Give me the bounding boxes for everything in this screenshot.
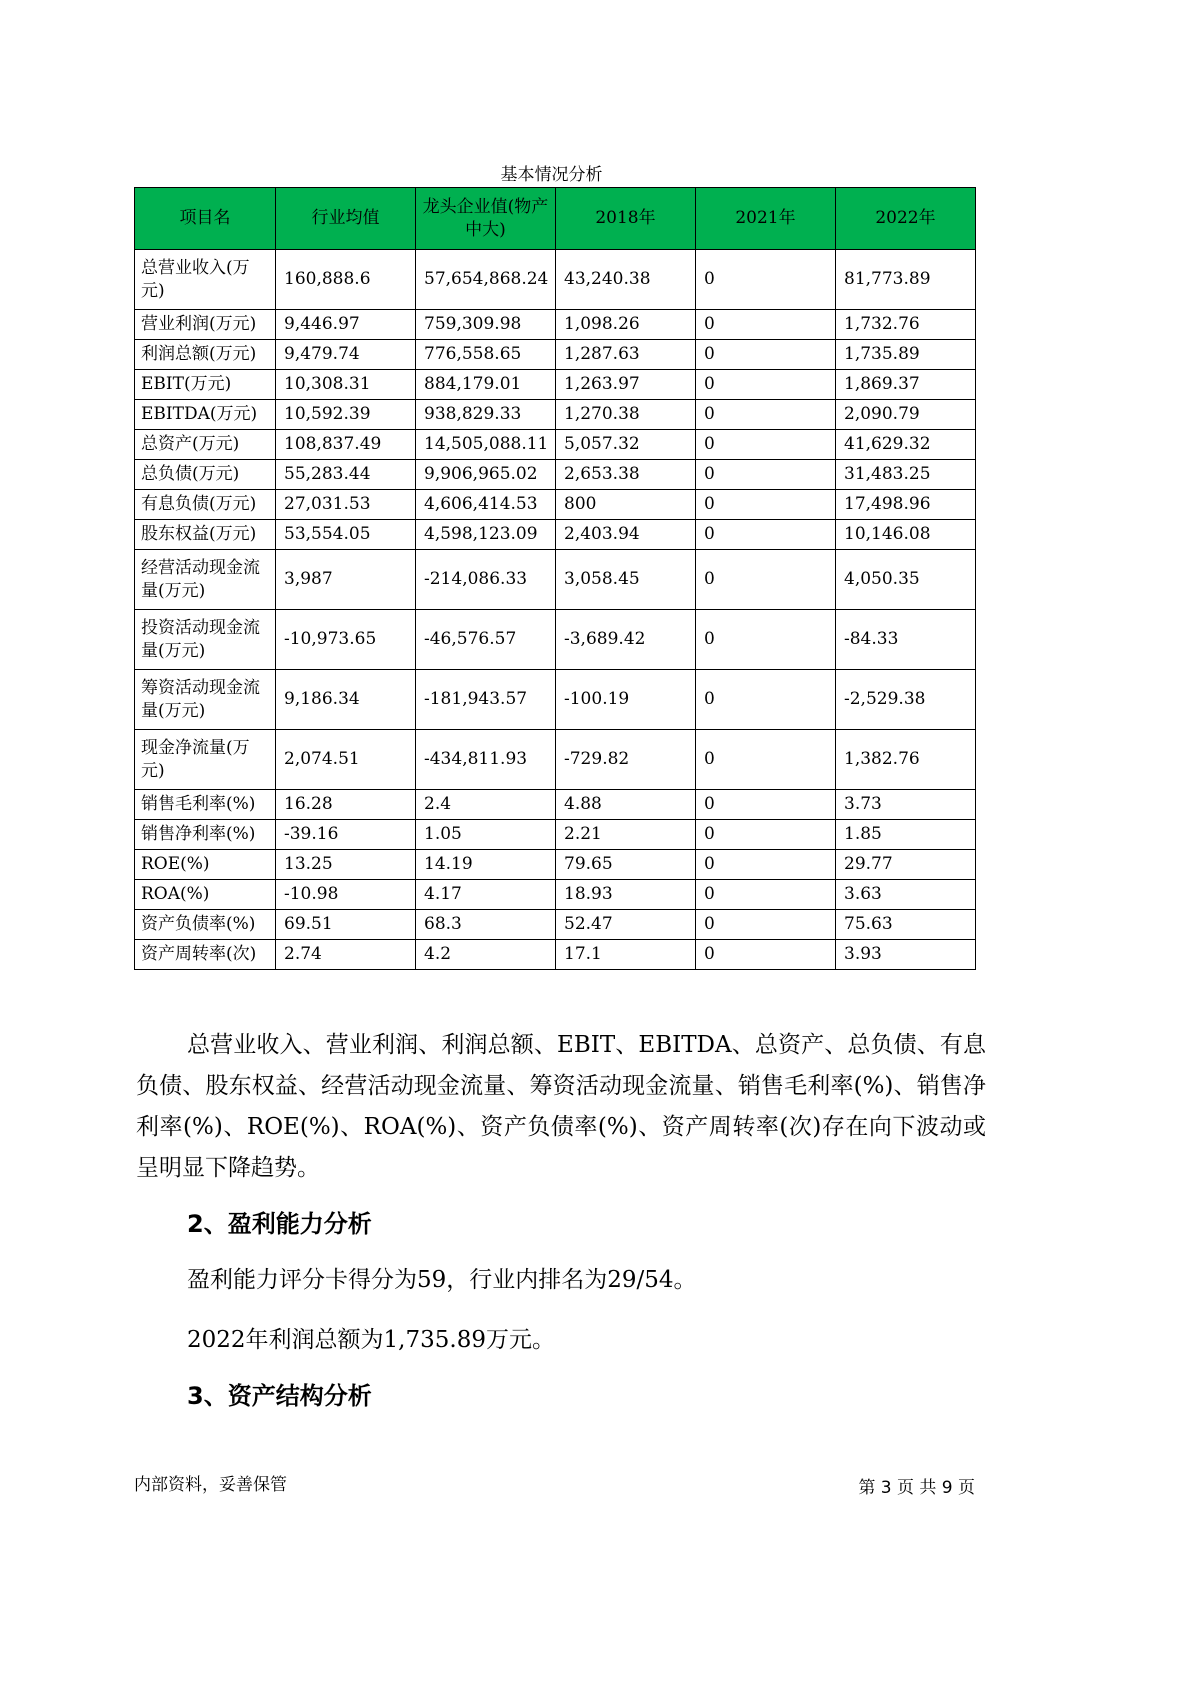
table-row bbox=[135, 820, 976, 850]
row-label-cell: ROA(%) bbox=[135, 880, 276, 910]
value-cell: 0 bbox=[696, 730, 836, 790]
table-caption: 基本情况分析 bbox=[500, 165, 603, 185]
value-cell: 4,050.35 bbox=[836, 550, 976, 610]
table-row bbox=[135, 310, 976, 340]
value-cell: 800 bbox=[556, 490, 696, 520]
header-cell: 行业均值 bbox=[276, 188, 416, 250]
value-cell: 2,653.38 bbox=[556, 460, 696, 490]
header-cell: 2021年 bbox=[696, 188, 836, 250]
value-cell: 68.3 bbox=[416, 910, 556, 940]
value-cell: 52.47 bbox=[556, 910, 696, 940]
value-cell: 18.93 bbox=[556, 880, 696, 910]
row-label-cell: 投资活动现金流量(万元) bbox=[135, 610, 276, 670]
value-cell: 31,483.25 bbox=[836, 460, 976, 490]
table-row bbox=[135, 880, 976, 910]
value-cell: 0 bbox=[696, 460, 836, 490]
section-heading-asset-structure: 3、资产结构分析 bbox=[187, 1382, 372, 1410]
value-cell: 0 bbox=[696, 820, 836, 850]
value-cell: 2.4 bbox=[416, 790, 556, 820]
row-label-cell: 股东权益(万元) bbox=[135, 520, 276, 550]
value-cell: 938,829.33 bbox=[416, 400, 556, 430]
value-cell: -39.16 bbox=[276, 820, 416, 850]
section-heading-profitability: 2、盈利能力分析 bbox=[187, 1210, 372, 1238]
value-cell: 10,308.31 bbox=[276, 370, 416, 400]
value-cell: 43,240.38 bbox=[556, 250, 696, 310]
row-label-cell: EBITDA(万元) bbox=[135, 400, 276, 430]
table-row bbox=[135, 610, 976, 670]
table-row bbox=[135, 910, 976, 940]
value-cell: 55,283.44 bbox=[276, 460, 416, 490]
value-cell: 9,906,965.02 bbox=[416, 460, 556, 490]
value-cell: -46,576.57 bbox=[416, 610, 556, 670]
value-cell: 3.73 bbox=[836, 790, 976, 820]
value-cell: 4.88 bbox=[556, 790, 696, 820]
value-cell: 14.19 bbox=[416, 850, 556, 880]
row-label-cell: 总资产(万元) bbox=[135, 430, 276, 460]
value-cell: 776,558.65 bbox=[416, 340, 556, 370]
value-cell: 3,058.45 bbox=[556, 550, 696, 610]
row-label-cell: 筹资活动现金流量(万元) bbox=[135, 670, 276, 730]
table-row bbox=[135, 670, 976, 730]
table-row bbox=[135, 850, 976, 880]
value-cell: 1.85 bbox=[836, 820, 976, 850]
value-cell: 1,732.76 bbox=[836, 310, 976, 340]
value-cell: 0 bbox=[696, 850, 836, 880]
value-cell: 1,287.63 bbox=[556, 340, 696, 370]
table-row bbox=[135, 940, 976, 970]
row-label-cell: 营业利润(万元) bbox=[135, 310, 276, 340]
value-cell: 4,598,123.09 bbox=[416, 520, 556, 550]
value-cell: 14,505,088.11 bbox=[416, 430, 556, 460]
value-cell: 1.05 bbox=[416, 820, 556, 850]
value-cell: 75.63 bbox=[836, 910, 976, 940]
footer-page-number: 第 3 页 共 9 页 bbox=[858, 1478, 975, 1498]
row-label-cell: EBIT(万元) bbox=[135, 370, 276, 400]
value-cell: 2.21 bbox=[556, 820, 696, 850]
value-cell: 0 bbox=[696, 940, 836, 970]
table-row bbox=[135, 520, 976, 550]
header-cell: 2022年 bbox=[836, 188, 976, 250]
value-cell: 1,382.76 bbox=[836, 730, 976, 790]
value-cell: 3.93 bbox=[836, 940, 976, 970]
value-cell: 1,263.97 bbox=[556, 370, 696, 400]
value-cell: 10,592.39 bbox=[276, 400, 416, 430]
value-cell: 1,270.38 bbox=[556, 400, 696, 430]
value-cell: 13.25 bbox=[276, 850, 416, 880]
row-label-cell: ROE(%) bbox=[135, 850, 276, 880]
value-cell: 3,987 bbox=[276, 550, 416, 610]
row-label-cell: 现金净流量(万元) bbox=[135, 730, 276, 790]
value-cell: 0 bbox=[696, 340, 836, 370]
financial-table bbox=[134, 187, 976, 970]
value-cell: 0 bbox=[696, 370, 836, 400]
value-cell: 0 bbox=[696, 250, 836, 310]
row-label-cell: 有息负债(万元) bbox=[135, 490, 276, 520]
value-cell: 0 bbox=[696, 670, 836, 730]
value-cell: 79.65 bbox=[556, 850, 696, 880]
header-cell: 项目名 bbox=[135, 188, 276, 250]
value-cell: 160,888.6 bbox=[276, 250, 416, 310]
row-label-cell: 总营业收入(万元) bbox=[135, 250, 276, 310]
value-cell: -10.98 bbox=[276, 880, 416, 910]
value-cell: 41,629.32 bbox=[836, 430, 976, 460]
table-row bbox=[135, 730, 976, 790]
value-cell: 0 bbox=[696, 550, 836, 610]
value-cell: 1,098.26 bbox=[556, 310, 696, 340]
profitability-score-text: 盈利能力评分卡得分为59，行业内排名为29/54。 bbox=[187, 1267, 697, 1293]
value-cell: 4.17 bbox=[416, 880, 556, 910]
value-cell: -434,811.93 bbox=[416, 730, 556, 790]
value-cell: 17,498.96 bbox=[836, 490, 976, 520]
value-cell: 9,479.74 bbox=[276, 340, 416, 370]
value-cell: 759,309.98 bbox=[416, 310, 556, 340]
footer-confidential: 内部资料，妥善保管 bbox=[134, 1475, 287, 1495]
table-row bbox=[135, 400, 976, 430]
value-cell: 1,869.37 bbox=[836, 370, 976, 400]
value-cell: 27,031.53 bbox=[276, 490, 416, 520]
value-cell: 4.2 bbox=[416, 940, 556, 970]
value-cell: 2,074.51 bbox=[276, 730, 416, 790]
value-cell: -729.82 bbox=[556, 730, 696, 790]
value-cell: 17.1 bbox=[556, 940, 696, 970]
value-cell: 57,654,868.24 bbox=[416, 250, 556, 310]
value-cell: 53,554.05 bbox=[276, 520, 416, 550]
value-cell: -181,943.57 bbox=[416, 670, 556, 730]
value-cell: 3.63 bbox=[836, 880, 976, 910]
table-row bbox=[135, 370, 976, 400]
table-row bbox=[135, 460, 976, 490]
value-cell: 0 bbox=[696, 430, 836, 460]
row-label-cell: 销售净利率(%) bbox=[135, 820, 276, 850]
value-cell: 0 bbox=[696, 910, 836, 940]
value-cell: 10,146.08 bbox=[836, 520, 976, 550]
value-cell: 0 bbox=[696, 400, 836, 430]
value-cell: 69.51 bbox=[276, 910, 416, 940]
value-cell: 1,735.89 bbox=[836, 340, 976, 370]
value-cell: -100.19 bbox=[556, 670, 696, 730]
table-row bbox=[135, 430, 976, 460]
value-cell: -3,689.42 bbox=[556, 610, 696, 670]
value-cell: -2,529.38 bbox=[836, 670, 976, 730]
row-label-cell: 资产周转率(次) bbox=[135, 940, 276, 970]
table-row bbox=[135, 550, 976, 610]
value-cell: -214,086.33 bbox=[416, 550, 556, 610]
row-label-cell: 利润总额(万元) bbox=[135, 340, 276, 370]
table-row bbox=[135, 490, 976, 520]
header-cell: 2018年 bbox=[556, 188, 696, 250]
row-label-cell: 总负债(万元) bbox=[135, 460, 276, 490]
value-cell: 9,186.34 bbox=[276, 670, 416, 730]
row-label-cell: 销售毛利率(%) bbox=[135, 790, 276, 820]
value-cell: 9,446.97 bbox=[276, 310, 416, 340]
value-cell: 108,837.49 bbox=[276, 430, 416, 460]
value-cell: 5,057.32 bbox=[556, 430, 696, 460]
table-header-row bbox=[135, 188, 976, 250]
table-row bbox=[135, 250, 976, 310]
total-profit-text: 2022年利润总额为1,735.89万元。 bbox=[187, 1327, 555, 1353]
value-cell: 0 bbox=[696, 610, 836, 670]
value-cell: 29.77 bbox=[836, 850, 976, 880]
row-label-cell: 资产负债率(%) bbox=[135, 910, 276, 940]
value-cell: 884,179.01 bbox=[416, 370, 556, 400]
value-cell: 81,773.89 bbox=[836, 250, 976, 310]
value-cell: 2,090.79 bbox=[836, 400, 976, 430]
value-cell: 2,403.94 bbox=[556, 520, 696, 550]
value-cell: 16.28 bbox=[276, 790, 416, 820]
value-cell: -84.33 bbox=[836, 610, 976, 670]
value-cell: 4,606,414.53 bbox=[416, 490, 556, 520]
row-label-cell: 经营活动现金流量(万元) bbox=[135, 550, 276, 610]
value-cell: 0 bbox=[696, 520, 836, 550]
value-cell: 0 bbox=[696, 490, 836, 520]
value-cell: 0 bbox=[696, 790, 836, 820]
table-row bbox=[135, 790, 976, 820]
header-cell: 龙头企业值(物产中大) bbox=[416, 188, 556, 250]
value-cell: -10,973.65 bbox=[276, 610, 416, 670]
value-cell: 2.74 bbox=[276, 940, 416, 970]
value-cell: 0 bbox=[696, 310, 836, 340]
summary-paragraph: 总营业收入、营业利润、利润总额、EBIT、EBITDA、总资产、总负债、有息负债、股东权益、经营活动现金流量、筹资活动现金流量、销售毛利率(%)、销售净利率(%)、ROE(%)、ROA(%)、资产负债率(%)、资产周转率(次)存在向下波动或呈明显下降趋势。 bbox=[136, 1032, 986, 1181]
table-row bbox=[135, 340, 976, 370]
value-cell: 0 bbox=[696, 880, 836, 910]
